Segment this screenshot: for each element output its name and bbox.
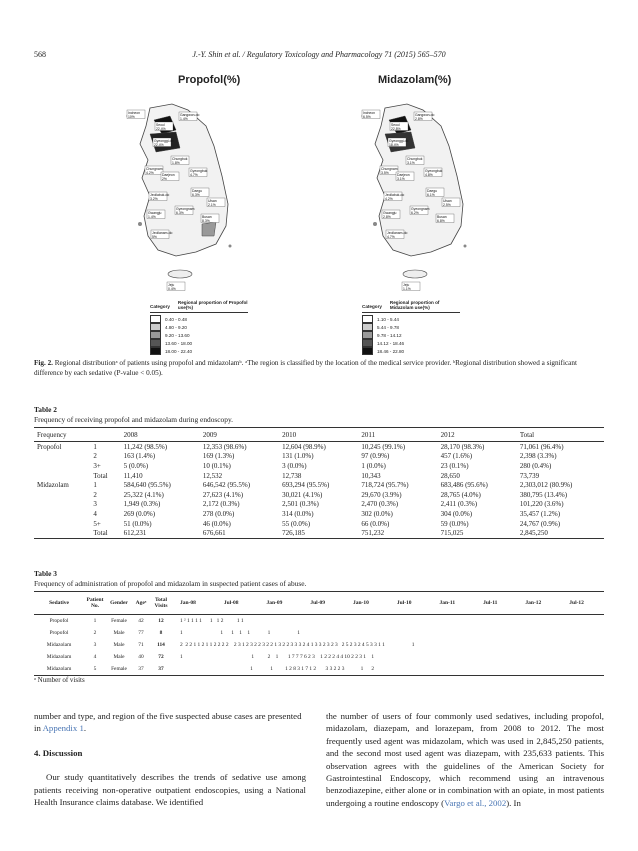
table2-header-cell: 2010 <box>279 428 358 442</box>
table2-cell: 1 (0.0%) <box>361 461 386 470</box>
table2 <box>34 427 604 539</box>
table3-header: Sedative Patient No. Gender Ageᵃ Total Visits Jan-08 Jul-08 Jan-09 Jul-09 Jan-10 Jul-10 Jan-11 Jul-11 Jan-12 Jul-12 <box>34 591 604 615</box>
table2-cell: 59 (0.0%) <box>440 519 469 528</box>
region-value: 3.5% <box>381 170 389 175</box>
table2-cell: 25,322 (4.1%) <box>123 490 164 499</box>
table2-cell: 30,021 (4.1%) <box>282 490 323 499</box>
table3-month-header: Jan-10 <box>353 600 369 606</box>
table3-cell-gender: Female <box>111 666 127 672</box>
left-paragraph-1: number and type, and region of the five suspected abuse cases are presented in Appendix 1. <box>34 711 302 734</box>
table2-cell: 2,411 (0.3%) <box>440 500 478 509</box>
region-name: Gyeonggi-do <box>154 139 174 143</box>
table3-cell-sedative: Midazolam <box>46 642 72 648</box>
table2-cell: 169 (1.3%) <box>202 452 235 461</box>
table3-visit-timeline: 2 2 2 1 1 2 1 1 2 2 2 2 2 3 1 2 3 2 2 3 2 2 1 3 2 2 3 3 3 2 4 1 3 3 2 3 2 3 2 5 2 3 2 4 5 3 3 1 1 1 <box>180 642 415 648</box>
region-name: Chungnam <box>381 167 398 171</box>
region-name: Ulsan <box>208 199 217 203</box>
table-row <box>34 519 604 529</box>
region-value: 8.3% <box>202 218 210 223</box>
table2-cell: 2,303,012 (80.9%) <box>519 481 573 490</box>
table2-cell: 302 (0.0%) <box>361 509 393 518</box>
region-name: Busan <box>202 215 212 219</box>
legend-item: 4.80 - 9.20 <box>165 324 187 330</box>
region-name: Chungnam <box>146 167 163 171</box>
legend-item: 0.40 - 0.48 <box>165 316 187 322</box>
table2-cell: 726,185 <box>279 528 358 538</box>
vargo-citation-link[interactable]: Vargo et al., 2002 <box>444 797 507 808</box>
legend-item: 9.78 - 14.12 <box>377 332 402 338</box>
table2-cell: 304 (0.0%) <box>440 509 473 518</box>
table2-cell: 314 (0.0%) <box>282 509 314 518</box>
table2-cell: 2,398 (3.3%) <box>519 452 557 461</box>
table3-cell-no: 1 <box>93 618 97 624</box>
region-name: Ulsan <box>443 199 452 203</box>
table2-cell <box>34 519 90 529</box>
table3-cell-sedative: Propofol <box>49 630 69 636</box>
table2-cell: 29,670 (3.9%) <box>361 490 402 499</box>
table2-cell: 46 (0.0%) <box>202 519 231 528</box>
region-value: 22.4% <box>154 142 164 147</box>
appendix-link[interactable]: Appendix 1 <box>42 723 84 734</box>
table3-cell-no: 2 <box>93 630 97 636</box>
table2-header-cell: 2012 <box>438 428 517 442</box>
table3 <box>34 591 604 676</box>
table2-cell: 97 (0.9%) <box>361 452 390 461</box>
page-number: 568 <box>34 50 46 59</box>
table2-cell: 11,410 <box>123 471 143 480</box>
region-value: 22.8% <box>391 126 401 131</box>
table2-cell: 51 (0.0%) <box>123 519 152 528</box>
table2-cell: Total <box>90 528 120 538</box>
table2-cell: 5 (0.0%) <box>123 461 149 470</box>
table2-cell: 2,172 (0.3%) <box>202 500 240 509</box>
table2-cell: 55 (0.0%) <box>282 519 311 528</box>
table2-cell: 646,542 (95.5%) <box>202 481 251 490</box>
table2-header-cell: 2008 <box>121 428 200 442</box>
region-value: 22.4% <box>156 126 166 131</box>
region-value: 6.5% <box>363 114 371 119</box>
table2-cell: 2 <box>93 452 97 461</box>
caption-label: Fig. 2. <box>34 359 53 367</box>
table2-cell: 3 (0.0%) <box>282 461 307 470</box>
table-row <box>34 663 604 676</box>
table2-cell: 12,532 <box>202 471 223 480</box>
table3-cell-gender: Male <box>113 630 125 636</box>
table2-cell: 12,738 <box>282 471 302 480</box>
table2-header-cell: 2009 <box>200 428 279 442</box>
table2-cell: 3+ <box>93 461 101 470</box>
table2-cell: Propofol <box>37 442 62 451</box>
table3-label: Table 3 <box>34 569 57 578</box>
region-value: 3.1% <box>407 160 415 165</box>
table2-cell: 693,294 (95.5%) <box>282 481 330 490</box>
region-name: Incheon <box>128 111 141 115</box>
region-value: 4.7% <box>387 234 395 239</box>
table2-cell: 28,170 (98.3%) <box>440 442 485 451</box>
table-row <box>34 509 604 519</box>
legend-item: 13.60 - 18.00 <box>165 340 193 346</box>
table-row <box>34 615 604 627</box>
table2-header-cell: Total <box>517 428 604 442</box>
map-left-legend <box>150 300 248 355</box>
table2-cell: 584,640 (95.5%) <box>123 481 171 490</box>
island-dot <box>229 245 232 248</box>
table3-cell-age: 40 <box>138 654 144 660</box>
map-right-title: Midazolam(%) <box>378 74 452 86</box>
region-name: Jeollabuk-do <box>385 193 405 197</box>
region-value: 3.1% <box>397 176 405 181</box>
table3-month-header: Jul-11 <box>483 600 498 606</box>
region-value: 1.1% <box>403 286 411 291</box>
region-name: Jeollabuk-do <box>150 193 170 197</box>
region-value: 18.4% <box>389 142 399 147</box>
table2-header-cell: Frequency <box>34 428 90 442</box>
legend-heading: Regional proportion of Midazolam use(%) <box>389 300 440 310</box>
region-name: Daejeon <box>162 173 175 177</box>
table3-cell-age: 42 <box>138 618 144 624</box>
legend-item: 18.46 - 22.80 <box>377 348 405 354</box>
region-name: Jeju <box>168 283 175 287</box>
table2-cell: 10,245 (99.1%) <box>361 442 406 451</box>
table2-cell: 1 <box>93 481 97 490</box>
region-value: 1.8% <box>172 160 180 165</box>
region-value: 6.2% <box>411 210 419 215</box>
right-column: the number of users of four commonly used sedatives, including propofol, midazolam, diazepam, and lorazepam, from 2008 to 2012. The most frequently used agent was midazolam, which was used in 2,845,250 patients, and the second most used agent was diazepam, with 235,633 patients. This observation agrees with the guidelines of the American Society for Gastrointestinal Endoscopy, which recommend using an intravenous benzodiazepine, either alone or in combination with an opiate, in most patients undergoing a routine endoscopy (Vargo et al., 2002). In <box>326 711 604 808</box>
left-paragraph-2: Our study quantitatively describes the trends of sedative use among patients receiving non-operative outpatient endoscopies, using a National Health Insurance claims database. We identified <box>34 772 306 808</box>
table2-cell <box>34 461 90 471</box>
table3-month-header: Jul-09 <box>310 600 326 606</box>
region-value: 4.8% <box>425 172 433 177</box>
table2-cell: 163 (1.4%) <box>123 452 156 461</box>
table2-cell: 73,739 <box>519 471 540 480</box>
table2-cell: 280 (0.4%) <box>519 461 552 470</box>
map-left-title: Propofol(%) <box>178 74 241 86</box>
legend-item: 1.10 - 5.44 <box>377 316 399 322</box>
left-column <box>34 710 306 808</box>
table3-cell-sedative: Midazolam <box>46 654 72 660</box>
table3-cell-age: 71 <box>138 642 144 648</box>
table2-cell: 131 (1.0%) <box>282 452 314 461</box>
region-value: 2.1% <box>208 202 216 207</box>
table2-cell: 101,220 (3.6%) <box>519 500 564 509</box>
region-name: Daegu <box>427 189 437 193</box>
table-row <box>34 490 604 500</box>
table2-cell: 2,845,250 <box>517 528 604 538</box>
region-name: Incheon <box>363 111 376 115</box>
table2-cell: 5+ <box>93 519 101 528</box>
table2-cell: 24,767 (0.9%) <box>519 519 561 528</box>
table2-cell <box>34 490 90 500</box>
table2-cell: 10,343 <box>361 471 381 480</box>
table2-cell: 23 (0.1%) <box>440 461 469 470</box>
legend-category: Category <box>150 304 170 309</box>
table3-cell-no: 3 <box>93 642 97 648</box>
table3-visit-timeline: 1 1 2 1 1 7 7 7 6 2 3 1 2 2 2 4 4 10 2 2 3 1 1 <box>180 654 375 660</box>
table2-cell: Midazolam <box>37 481 69 490</box>
table3-cell-age: 77 <box>138 630 144 636</box>
table3-month-header: Jan-11 <box>439 600 456 606</box>
region-value: 2.8% <box>415 116 423 121</box>
table2-cell: 380,795 (13.4%) <box>519 490 568 499</box>
table3-cell-gender: Male <box>113 654 125 660</box>
table3-title: Frequency of administration of propofol and midazolam in suspected patient cases of abuse. <box>34 579 307 588</box>
table2-cell: 10 (0.1%) <box>202 461 231 470</box>
legend-item: 5.44 - 9.78 <box>377 324 399 330</box>
table2-cell: 71,061 (96.4%) <box>519 442 564 451</box>
region-value: 6.3% <box>176 210 184 215</box>
region-value: 6.8% <box>437 218 445 223</box>
table3-cell-no: 4 <box>93 654 97 660</box>
table-row <box>34 480 604 490</box>
region-name: Gyeongbuk <box>190 169 208 173</box>
region-name: Chungbuk <box>407 157 423 161</box>
region-name: Gwangju <box>148 211 162 215</box>
table-row <box>34 461 604 471</box>
region-value: 2.8% <box>383 214 391 219</box>
table-row <box>34 442 604 452</box>
region-name: Gyeongnam <box>411 207 430 211</box>
island-dot <box>464 245 467 248</box>
table2-cell: 2 <box>93 490 97 499</box>
legend-heading: Regional proportion of Propofol use(%) <box>177 300 248 310</box>
section-heading: 4. Discussion <box>34 747 83 758</box>
table2-title: Frequency of receiving propofol and midazolam during endoscopy. <box>34 415 234 424</box>
region-value: 0.4% <box>168 286 176 291</box>
table2-cell: 612,231 <box>121 528 200 538</box>
region-value: 3.2% <box>150 196 158 201</box>
table3-month-header: Jan-08 <box>180 600 196 606</box>
table3-cell-sedative: Propofol <box>49 618 69 624</box>
region-name: Seoul <box>391 123 400 127</box>
table-row <box>34 452 604 462</box>
table2-cell: 35,457 (1.2%) <box>519 509 561 518</box>
table3-cell-no: 5 <box>93 666 97 672</box>
region-name: Jeollanam-do <box>387 231 408 235</box>
region-name: Gangwon-do <box>415 113 435 117</box>
table2-header-cell: 2011 <box>358 428 437 442</box>
table2-cell: 4 <box>93 509 97 518</box>
region-value: 2% <box>162 176 167 181</box>
table3-cell-total: 37 <box>158 666 164 672</box>
table2-cell: 2,470 (0.3%) <box>361 500 399 509</box>
table2-cell <box>34 500 90 510</box>
table2-cell <box>34 528 90 538</box>
legend-item: 14.12 - 18.46 <box>377 340 405 346</box>
table3-title-block <box>34 569 306 589</box>
table2-cell: 683,486 (95.6%) <box>440 481 488 490</box>
region-busan-left <box>202 222 216 236</box>
island-dot <box>373 222 377 226</box>
table2-cell: 1,949 (0.3%) <box>123 500 161 509</box>
region-name: Busan <box>437 215 447 219</box>
jeju-shape <box>168 270 192 278</box>
table-row <box>34 651 604 663</box>
legend-item: 18.00 - 22.40 <box>165 348 193 354</box>
region-name: Daejeon <box>397 173 410 177</box>
table2-cell: 28,765 (4.0%) <box>440 490 481 499</box>
region-name: Gyeonggi-do <box>389 139 409 143</box>
table2-cell <box>34 452 90 462</box>
table2-cell: 27,623 (4.1%) <box>202 490 244 499</box>
table2-cell <box>34 471 90 481</box>
region-value: 4.2% <box>146 170 154 175</box>
table2-header-cell <box>90 428 120 442</box>
legend-item: 9.20 - 13.60 <box>165 332 190 338</box>
table3-month-header: Jul-12 <box>569 600 584 606</box>
table2-cell: 278 (0.0%) <box>202 509 235 518</box>
table2-cell: 12,353 (98.6%) <box>202 442 247 451</box>
table-row <box>34 627 604 639</box>
jeju-shape <box>403 270 427 278</box>
region-name: Seoul <box>156 123 165 127</box>
table2-cell: 1 <box>93 442 97 451</box>
region-value: 2.5% <box>443 202 451 207</box>
table2-cell: 269 (0.0%) <box>123 509 156 518</box>
table3-cell-total: 12 <box>158 618 164 624</box>
region-value: 4.7% <box>190 172 198 177</box>
table2-cell: 457 (1.6%) <box>440 452 473 461</box>
table3-cell-gender: Female <box>111 618 127 624</box>
table3-cell-total: 8 <box>159 630 163 636</box>
table2-cell: 3 <box>93 500 97 509</box>
caption-text: Regional distributionᵃ of patients using propofol and midazolamᵇ. ᵃThe region is classified by the location of the medical service provider. ᵇRegional distribution showed a significant difference by each sedative (P-value < 0.05). <box>34 359 577 377</box>
table3-visit-timeline: 1 ² 1 1 1 1 1 1 2 1 1 <box>180 618 244 624</box>
region-name: Chungbuk <box>172 157 188 161</box>
table2-cell <box>34 509 90 519</box>
table-row <box>34 528 604 538</box>
table2-cell: 2,501 (0.3%) <box>282 500 319 509</box>
table2-title-block <box>34 405 233 425</box>
table2-cell: 718,724 (95.7%) <box>361 481 409 490</box>
table3-cell-total: 114 <box>157 642 165 648</box>
table2-cell: 12,604 (98.9%) <box>282 442 326 451</box>
region-name: Gyeongnam <box>176 207 195 211</box>
table-row <box>34 500 604 510</box>
table3-footnote: ᵃ Number of visits <box>34 676 85 684</box>
region-value: 4.2% <box>385 196 393 201</box>
table2-cell: 28,650 <box>440 471 460 480</box>
region-value: 5% <box>152 234 157 239</box>
region-name: Jeju <box>403 283 410 287</box>
table2-cell: 676,661 <box>200 528 279 538</box>
table3-month-header: Jul-10 <box>396 600 412 606</box>
table2-cell: 11,242 (98.5%) <box>123 442 168 451</box>
region-value: 1.4% <box>180 116 188 121</box>
table2-cell: Total <box>93 471 108 480</box>
table3-visit-timeline: 1 1 1 2 8 3 1 7 1 2 3 3 2 2 3 1 2 <box>180 666 375 672</box>
region-value: 6.1% <box>427 192 435 197</box>
figure-caption <box>34 358 604 378</box>
table3-cell-sedative: Midazolam <box>46 666 72 672</box>
region-value: 1.4% <box>148 214 156 219</box>
legend-category: Category <box>362 304 382 309</box>
island-dot <box>138 222 142 226</box>
region-name: Jeollanam-do <box>152 231 173 235</box>
region-name: Gangwon-do <box>180 113 200 117</box>
running-title: J.-Y. Shin et al. / Regulatory Toxicology and Pharmacology 71 (2015) 565–570 <box>192 50 446 59</box>
region-name: Gyeongbuk <box>425 169 443 173</box>
region-value: 6.3% <box>192 192 200 197</box>
table3-month-header: Jan-09 <box>266 600 283 606</box>
table3-month-header: Jul-08 <box>223 600 239 606</box>
table-row <box>34 471 604 481</box>
table2-label: Table 2 <box>34 405 57 414</box>
map-right-legend <box>362 300 460 355</box>
region-name: Gwangju <box>383 211 397 215</box>
table2-cell: 66 (0.0%) <box>361 519 390 528</box>
table3-cell-gender: Male <box>113 642 125 648</box>
region-name: Daegu <box>192 189 202 193</box>
table3-cell-total: 72 <box>158 654 164 660</box>
region-value: 10% <box>128 114 135 119</box>
table3-cell-age: 37 <box>138 666 144 672</box>
table2-cell: 715,025 <box>438 528 517 538</box>
table3-month-header: Jan-12 <box>525 600 542 606</box>
table3-visit-timeline: 1 1 1 1 1 1 1 <box>180 630 300 636</box>
table-row <box>34 639 604 651</box>
table2-cell: 751,232 <box>358 528 437 538</box>
